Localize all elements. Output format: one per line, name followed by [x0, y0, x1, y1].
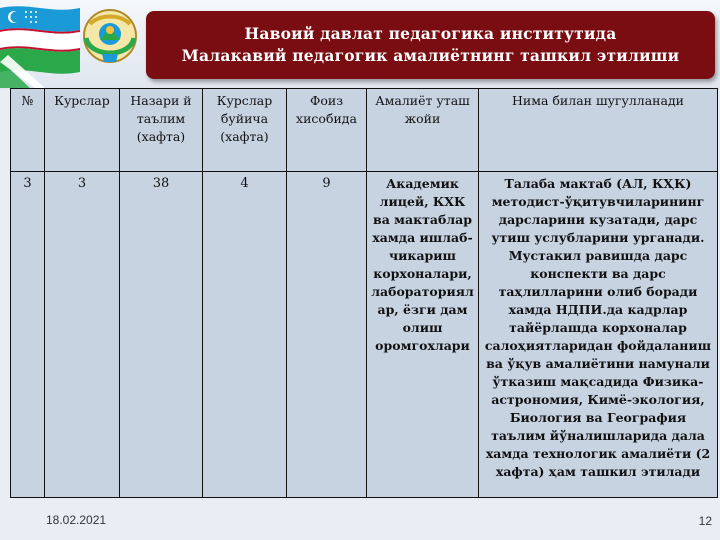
header-practice-place: Амалиёт уташ жойи — [367, 89, 479, 172]
header-course-weeks: Курслар буйича (хафта) — [203, 89, 287, 172]
footer-date: 18.02.2021 — [46, 513, 107, 527]
practice-table — [10, 88, 718, 498]
cell-course: 3 — [45, 172, 120, 498]
header-theory-weeks: Назари й таълим (хафта) — [120, 89, 203, 172]
table-header-row — [11, 89, 718, 172]
cell-weeks: 4 — [203, 172, 287, 498]
cell-percent: 9 — [287, 172, 367, 498]
page-number: 12 — [698, 514, 712, 528]
cell-theory: 38 — [120, 172, 203, 498]
slide-title-line-1: Навоий давлат педагогика институтида — [244, 24, 617, 43]
table-row — [11, 172, 718, 498]
header-courses: Курслар — [45, 89, 120, 172]
header-number: № — [11, 89, 45, 172]
header-percent: Фоиз хисобида — [287, 89, 367, 172]
cell-activity: Талаба мактаб (АЛ, КҲК) методист-ўқитувчиларининг дарсларини кузатади, дарс утиш услубларини урганади. Мустакил равишда дарс конспекти ва дарс таҳлилларини олиб боради хамда НДПИ.да кадрлар тайёрлашда корхоналар салоҳиятларидан фойдаланиш ва ўқув амалиётини намунали ўтказиш мақсадида Физика-астрономия, Кимё-экология, Биология ва География таълим йўналишларида дала хамда технологик амалиёти (2 хафта) ҳам ташкил этилади — [479, 172, 718, 498]
header-activity: Нима билан шугулланади — [479, 89, 718, 172]
cell-practice-place: Академик лицей, КХК ва мактаблар хамда ишлаб-чикариш корхоналари, лабораториял ар, ёзги дам олиш оромгохлари — [367, 172, 479, 498]
flag-emblem-area — [0, 0, 150, 88]
cell-number: 3 — [11, 172, 45, 498]
uzbekistan-emblem-icon — [80, 6, 140, 68]
slide-title-box — [146, 11, 715, 79]
slide-title-line-2: Малакавий педагогик амалиётнинг ташкил этилиши — [181, 46, 680, 65]
